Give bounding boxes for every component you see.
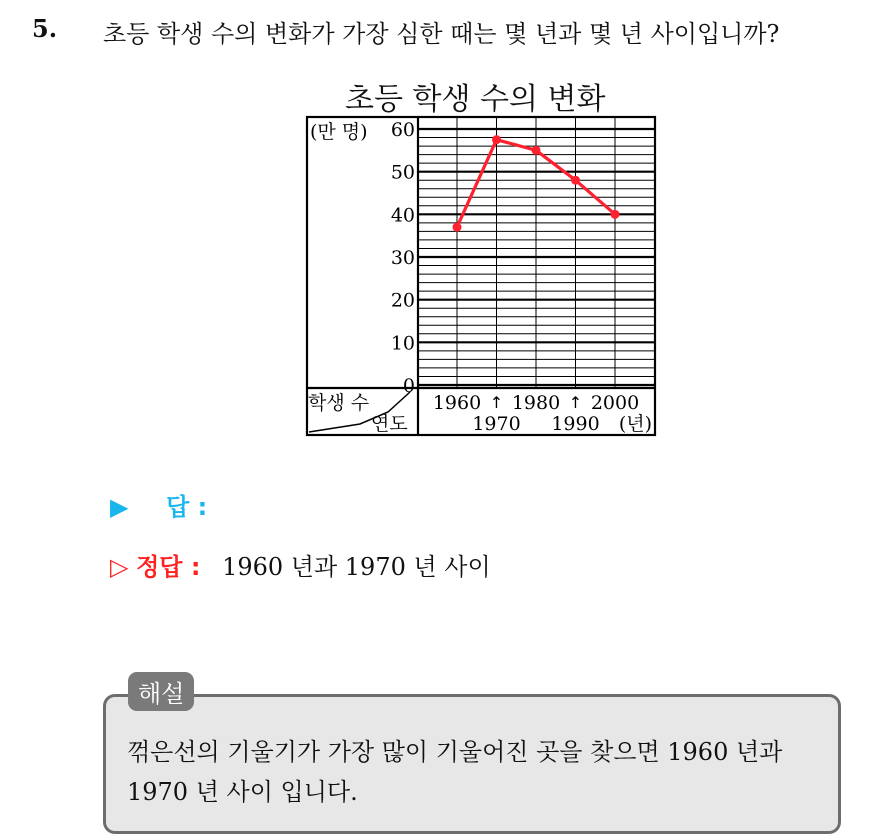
y-tick-label: 40 (390, 204, 415, 227)
data-point (492, 135, 501, 144)
answer-row (110, 487, 207, 522)
x-unit-label: (년) (618, 413, 652, 435)
corner-label-top: 학생 수 (308, 392, 370, 414)
y-tick-label: 50 (390, 161, 415, 184)
y-tick-label: 30 (390, 247, 415, 269)
data-point (532, 146, 541, 155)
answer-label: 답 : (166, 493, 208, 521)
y-tick-label: 60 (390, 119, 415, 141)
up-arrow-icon: ↑ (489, 393, 504, 412)
correct-label: 정답 : (136, 553, 201, 581)
explanation-text (127, 732, 832, 812)
question-text: 초등 학생 수의 변화가 가장 심한 때는 몇 년과 몇 년 사이입니까? (103, 20, 780, 48)
correct-answer-row (110, 547, 491, 582)
up-arrow-icon: ↑ (568, 393, 583, 412)
y-tick-label: 0 (402, 375, 415, 397)
data-point (453, 223, 462, 232)
data-point (611, 210, 620, 219)
corner-label-bottom: 연도 (371, 413, 408, 435)
chart-title: 초등 학생 수의 변화 (345, 82, 606, 117)
explanation-line-1: 꺾은선의 기울기가 가장 많이 기울어진 곳을 찾으면 1960 년과 (127, 738, 783, 766)
x-tick-label: 1980 (511, 392, 561, 414)
y-tick-label: 10 (390, 332, 415, 355)
answer-marker-icon: ▶ (110, 493, 129, 521)
x-tick-label: 1990 (551, 413, 600, 435)
y-axis-label: (만 명) (310, 121, 368, 143)
correct-value: 1960 년과 1970 년 사이 (222, 553, 491, 581)
data-point (571, 176, 580, 185)
question-number: 5. (32, 14, 58, 43)
explanation-line-2: 1970 년 사이 입니다. (127, 778, 358, 806)
x-tick-label: 1960 (432, 392, 482, 414)
y-tick-label: 20 (390, 289, 415, 312)
x-tick-label: 1970 (472, 413, 521, 435)
correct-marker-icon: ▷ (110, 553, 129, 581)
x-tick-label: 2000 (590, 392, 640, 414)
explanation-tab: 해설 (128, 672, 194, 711)
